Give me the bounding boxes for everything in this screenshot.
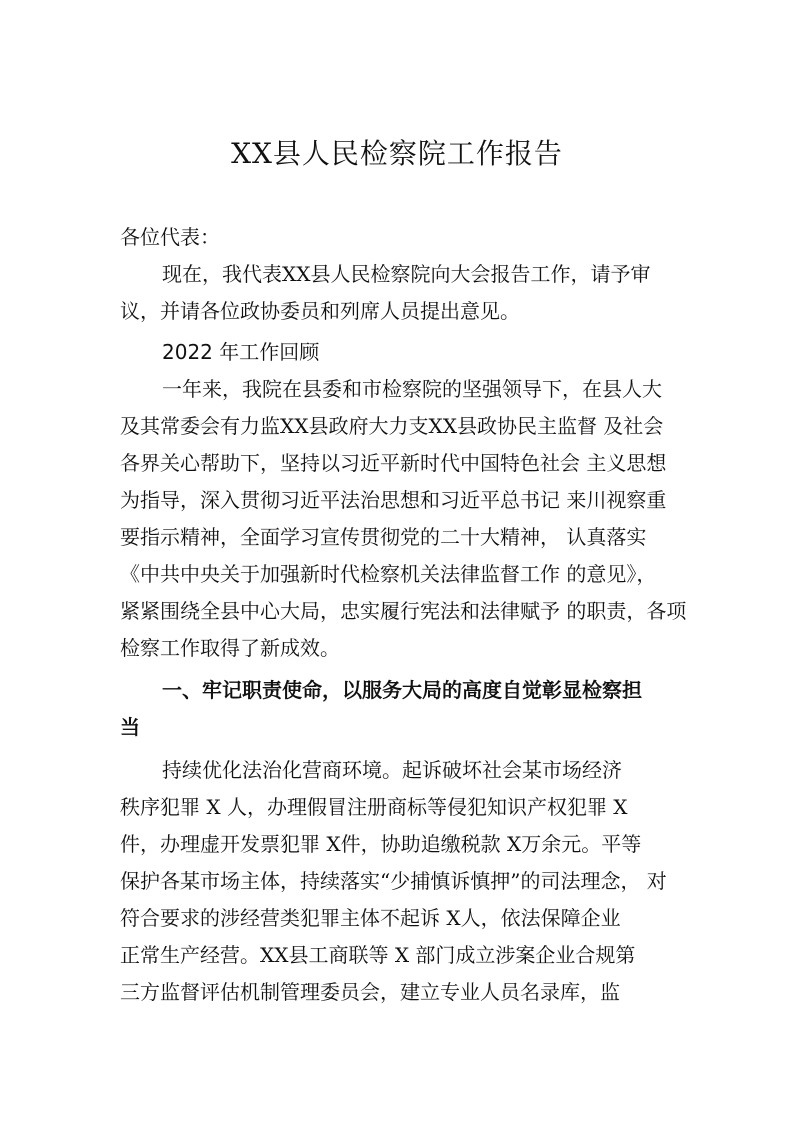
section-heading-review: 2022 年工作回顾 — [162, 340, 320, 364]
section-heading-one-cont: 当 — [120, 715, 140, 739]
document-title: XX县人民检察院工作报告 — [231, 137, 563, 170]
paragraph-line: 为指导，深入贯彻习近平法治思想和习近平总书记 来川视察重 — [120, 488, 667, 512]
paragraph-line: 现在，我代表XX县人民检察院向大会报告工作，请予审 — [162, 262, 651, 286]
paragraph-line: 保护各某市场主体，持续落实“少捕慎诉慎押”的司法理念， 对 — [120, 869, 667, 893]
paragraph-line: 紧紧围绕全县中心大局，忠实履行宪法和法律赋予 的职责，各项 — [120, 599, 687, 623]
paragraph-line: 检察工作取得了新成效。 — [120, 636, 340, 660]
paragraph-line: 《中共中央关于加强新时代检察机关法律监督工作 的意见》， — [120, 562, 657, 586]
section-heading-one: 一、牢记职责使命，以服务大局的高度自觉彰显检察担 — [162, 678, 642, 702]
paragraph-line: 各界关心帮助下，坚持以习近平新时代中国特色社会 主义思想 — [120, 451, 667, 475]
salutation: 各位代表： — [120, 225, 220, 249]
paragraph-line: 秩序犯罪 X 人，办理假冒注册商标等侵犯知识产权犯罪 X — [120, 795, 628, 819]
paragraph-line: 件，办理虚开发票犯罪 X件，协助追缴税款 X万余元。平等 — [120, 832, 642, 856]
paragraph-line: 正常生产经营。XX县工商联等 X 部门成立涉案企业合规第 — [120, 943, 636, 967]
paragraph-line: 及其常委会有力监XX县政府大力支XX县政协民主监督 及社会 — [120, 414, 664, 438]
paragraph-line: 持续优化法治化营商环境。起诉破坏社会某市场经济 — [162, 758, 622, 782]
paragraph-line: 符合要求的涉经营类犯罪主体不起诉 X人，依法保障企业 — [120, 906, 621, 930]
paragraph-line: 议，并请各位政协委员和列席人员提出意见。 — [120, 299, 520, 323]
paragraph-line: 三方监督评估机制管理委员会，建立专业人员名录库，监 — [120, 980, 620, 1004]
paragraph-line: 要指示精神，全面学习宣传贯彻党的二十大精神， 认真落实 — [120, 525, 647, 549]
paragraph-line: 一年来，我院在县委和市检察院的坚强领导下，在县人大 — [162, 377, 662, 401]
